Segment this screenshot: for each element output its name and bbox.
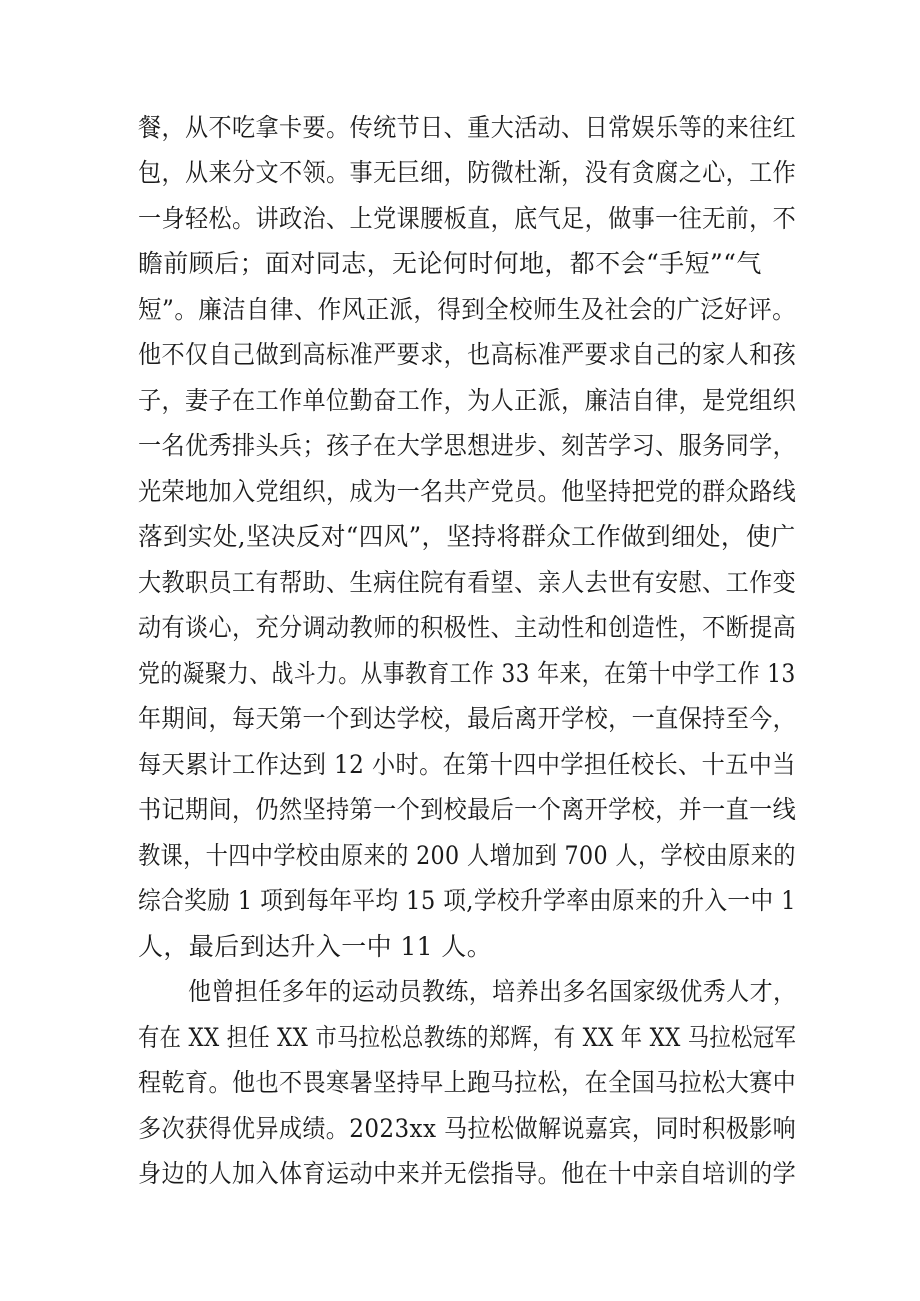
text-line: 人，最后到达升入一中 11 人。 xyxy=(138,932,493,961)
text-line: 综合奖励 1 项到每年平均 15 项,学校升学率由原来的升入一中 1 xyxy=(138,886,796,915)
text-line: 瞻前顾后；面对同志，无论何时何地，都不会“手短”“气 xyxy=(138,249,762,278)
text-line: 餐，从不吃拿卡要。传统节日、重大活动、日常娱乐等的来往红 xyxy=(138,113,797,142)
text-line: 一名优秀排头兵；孩子在大学思想进步、刻苦学习、服务同学， xyxy=(138,431,797,460)
text-line: 短”。廉洁自律、作风正派，得到全校师生及社会的广泛好评。 xyxy=(138,295,796,324)
text-line: 一身轻松。讲政治、上党课腰板直，底气足，做事一往无前，不 xyxy=(138,204,797,233)
text-line: 党的凝聚力、战斗力。从事教育工作 33 年来，在第十中学工作 13 xyxy=(138,659,796,688)
text-line: 他不仅自己做到高标准严要求，也高标准严要求自己的家人和孩 xyxy=(138,340,797,369)
text-line: 年期间，每天第一个到达学校，最后离开学校，一直保持至今， xyxy=(138,704,797,733)
text-line: 落到实处,坚决反对“四风”，坚持将群众工作做到细处，使广 xyxy=(138,522,796,551)
paragraph-first-line: 他曾担任多年的运动员教练，培养出多名国家级优秀人才， xyxy=(188,977,797,1006)
text-line: 书记期间，仍然坚持第一个到校最后一个离开学校，并一直一线 xyxy=(138,795,797,824)
text-line: 多次获得优异成绩。2023xx 马拉松做解说嘉宾，同时积极影响 xyxy=(138,1114,797,1143)
text-line: 大教职员工有帮助、生病住院有看望、亲人去世有安慰、工作变 xyxy=(138,568,797,597)
text-line: 子，妻子在工作单位勤奋工作，为人正派，廉洁自律，是党组织 xyxy=(138,386,797,415)
text-line: 包，从来分文不领。事无巨细，防微杜渐，没有贪腐之心，工作 xyxy=(138,158,797,187)
text-line: 每天累计工作达到 12 小时。在第十四中学担任校长、十五中当 xyxy=(138,750,796,779)
text-line: 动有谈心，充分调动教师的积极性、主动性和创造性，不断提高 xyxy=(138,613,797,642)
text-line: 教课，十四中学校由原来的 200 人增加到 700 人，学校由原来的 xyxy=(138,841,796,870)
text-line: 程乾育。他也不畏寒暑坚持早上跑马拉松，在全国马拉松大赛中 xyxy=(138,1068,797,1097)
text-line: 有在 XX 担任 XX 市马拉松总教练的郑辉，有 XX 年 XX 马拉松冠军 xyxy=(138,1023,797,1052)
text-line: 光荣地加入党组织，成为一名共产党员。他坚持把党的群众路线 xyxy=(138,477,797,506)
text-line: 身边的人加入体育运动中来并无偿指导。他在十中亲自培训的学 xyxy=(138,1159,797,1188)
